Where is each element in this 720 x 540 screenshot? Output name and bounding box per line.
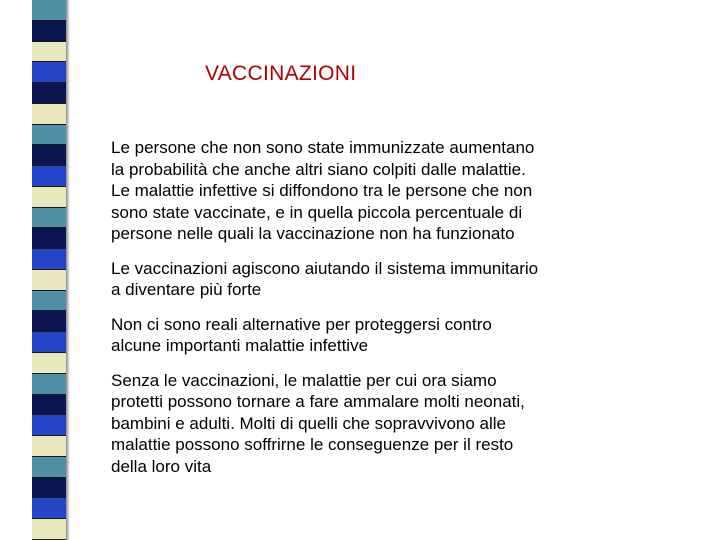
stripe-shadow	[66, 0, 70, 540]
text-line: sono state vaccinate, e in quella piccola percentuale di	[111, 202, 523, 222]
text-line: la probabilità che anche altri siano colpiti dalle malattie.	[111, 159, 526, 179]
text-line: Le malattie infettive si diffondono tra le persone che non	[111, 181, 533, 200]
text-line: protetti possono tornare a fare ammalare molti neonati,	[111, 392, 525, 411]
stripe-block	[32, 436, 66, 457]
stripe-block	[32, 291, 66, 312]
slide-body	[111, 137, 671, 490]
text-line: della loro vita	[111, 456, 212, 476]
stripe-block	[32, 83, 66, 104]
stripe-block	[32, 311, 66, 332]
stripe-block	[32, 21, 66, 42]
stripe-block	[32, 208, 66, 229]
stripe-block	[32, 332, 66, 353]
stripe-block	[32, 457, 66, 478]
text-line: Non ci sono reali alternative per proteggersi contro	[111, 314, 492, 334]
paragraph-consequences	[111, 370, 671, 478]
paragraph-alternatives	[111, 314, 671, 357]
stripe-block	[32, 0, 66, 21]
stripe-block	[32, 104, 66, 125]
stripe-block	[32, 270, 66, 291]
text-line: persone nelle quali la vaccinazione non ha funzionato	[111, 224, 515, 243]
stripe-block	[32, 478, 66, 499]
stripe-block	[32, 42, 66, 63]
stripe-block	[32, 249, 66, 270]
text-line: Le persone che non sono state immunizzate aumentano	[111, 138, 535, 157]
paragraph-immune-system	[111, 258, 671, 301]
stripe-block	[32, 415, 66, 436]
stripe-block	[32, 125, 66, 146]
text-line: malattie possono soffrirne le conseguenze per il resto	[111, 435, 514, 454]
stripe-block	[32, 498, 66, 519]
stripe-block	[32, 519, 66, 540]
stripe-block	[32, 62, 66, 83]
stripe-block	[32, 395, 66, 416]
stripe-block	[32, 353, 66, 374]
stripe-block	[32, 187, 66, 208]
stripe-block	[32, 145, 66, 166]
decorative-stripe	[32, 0, 66, 540]
stripe-block	[32, 228, 66, 249]
text-line: Senza le vaccinazioni, le malattie per cui ora siamo	[111, 370, 497, 390]
text-line: bambini e adulti. Molti di quelli che sopravvivono alle	[111, 413, 506, 433]
paragraph-herd-immunity	[111, 137, 671, 245]
text-line: a diventare più forte	[111, 280, 262, 299]
text-line: alcune importanti malattie infettive	[111, 336, 369, 355]
stripe-block	[32, 166, 66, 187]
text-line: Le vaccinazioni agiscono aiutando il sistema immunitario	[111, 258, 539, 278]
stripe-block	[32, 374, 66, 395]
slide-title: VACCINAZIONI	[205, 62, 357, 85]
